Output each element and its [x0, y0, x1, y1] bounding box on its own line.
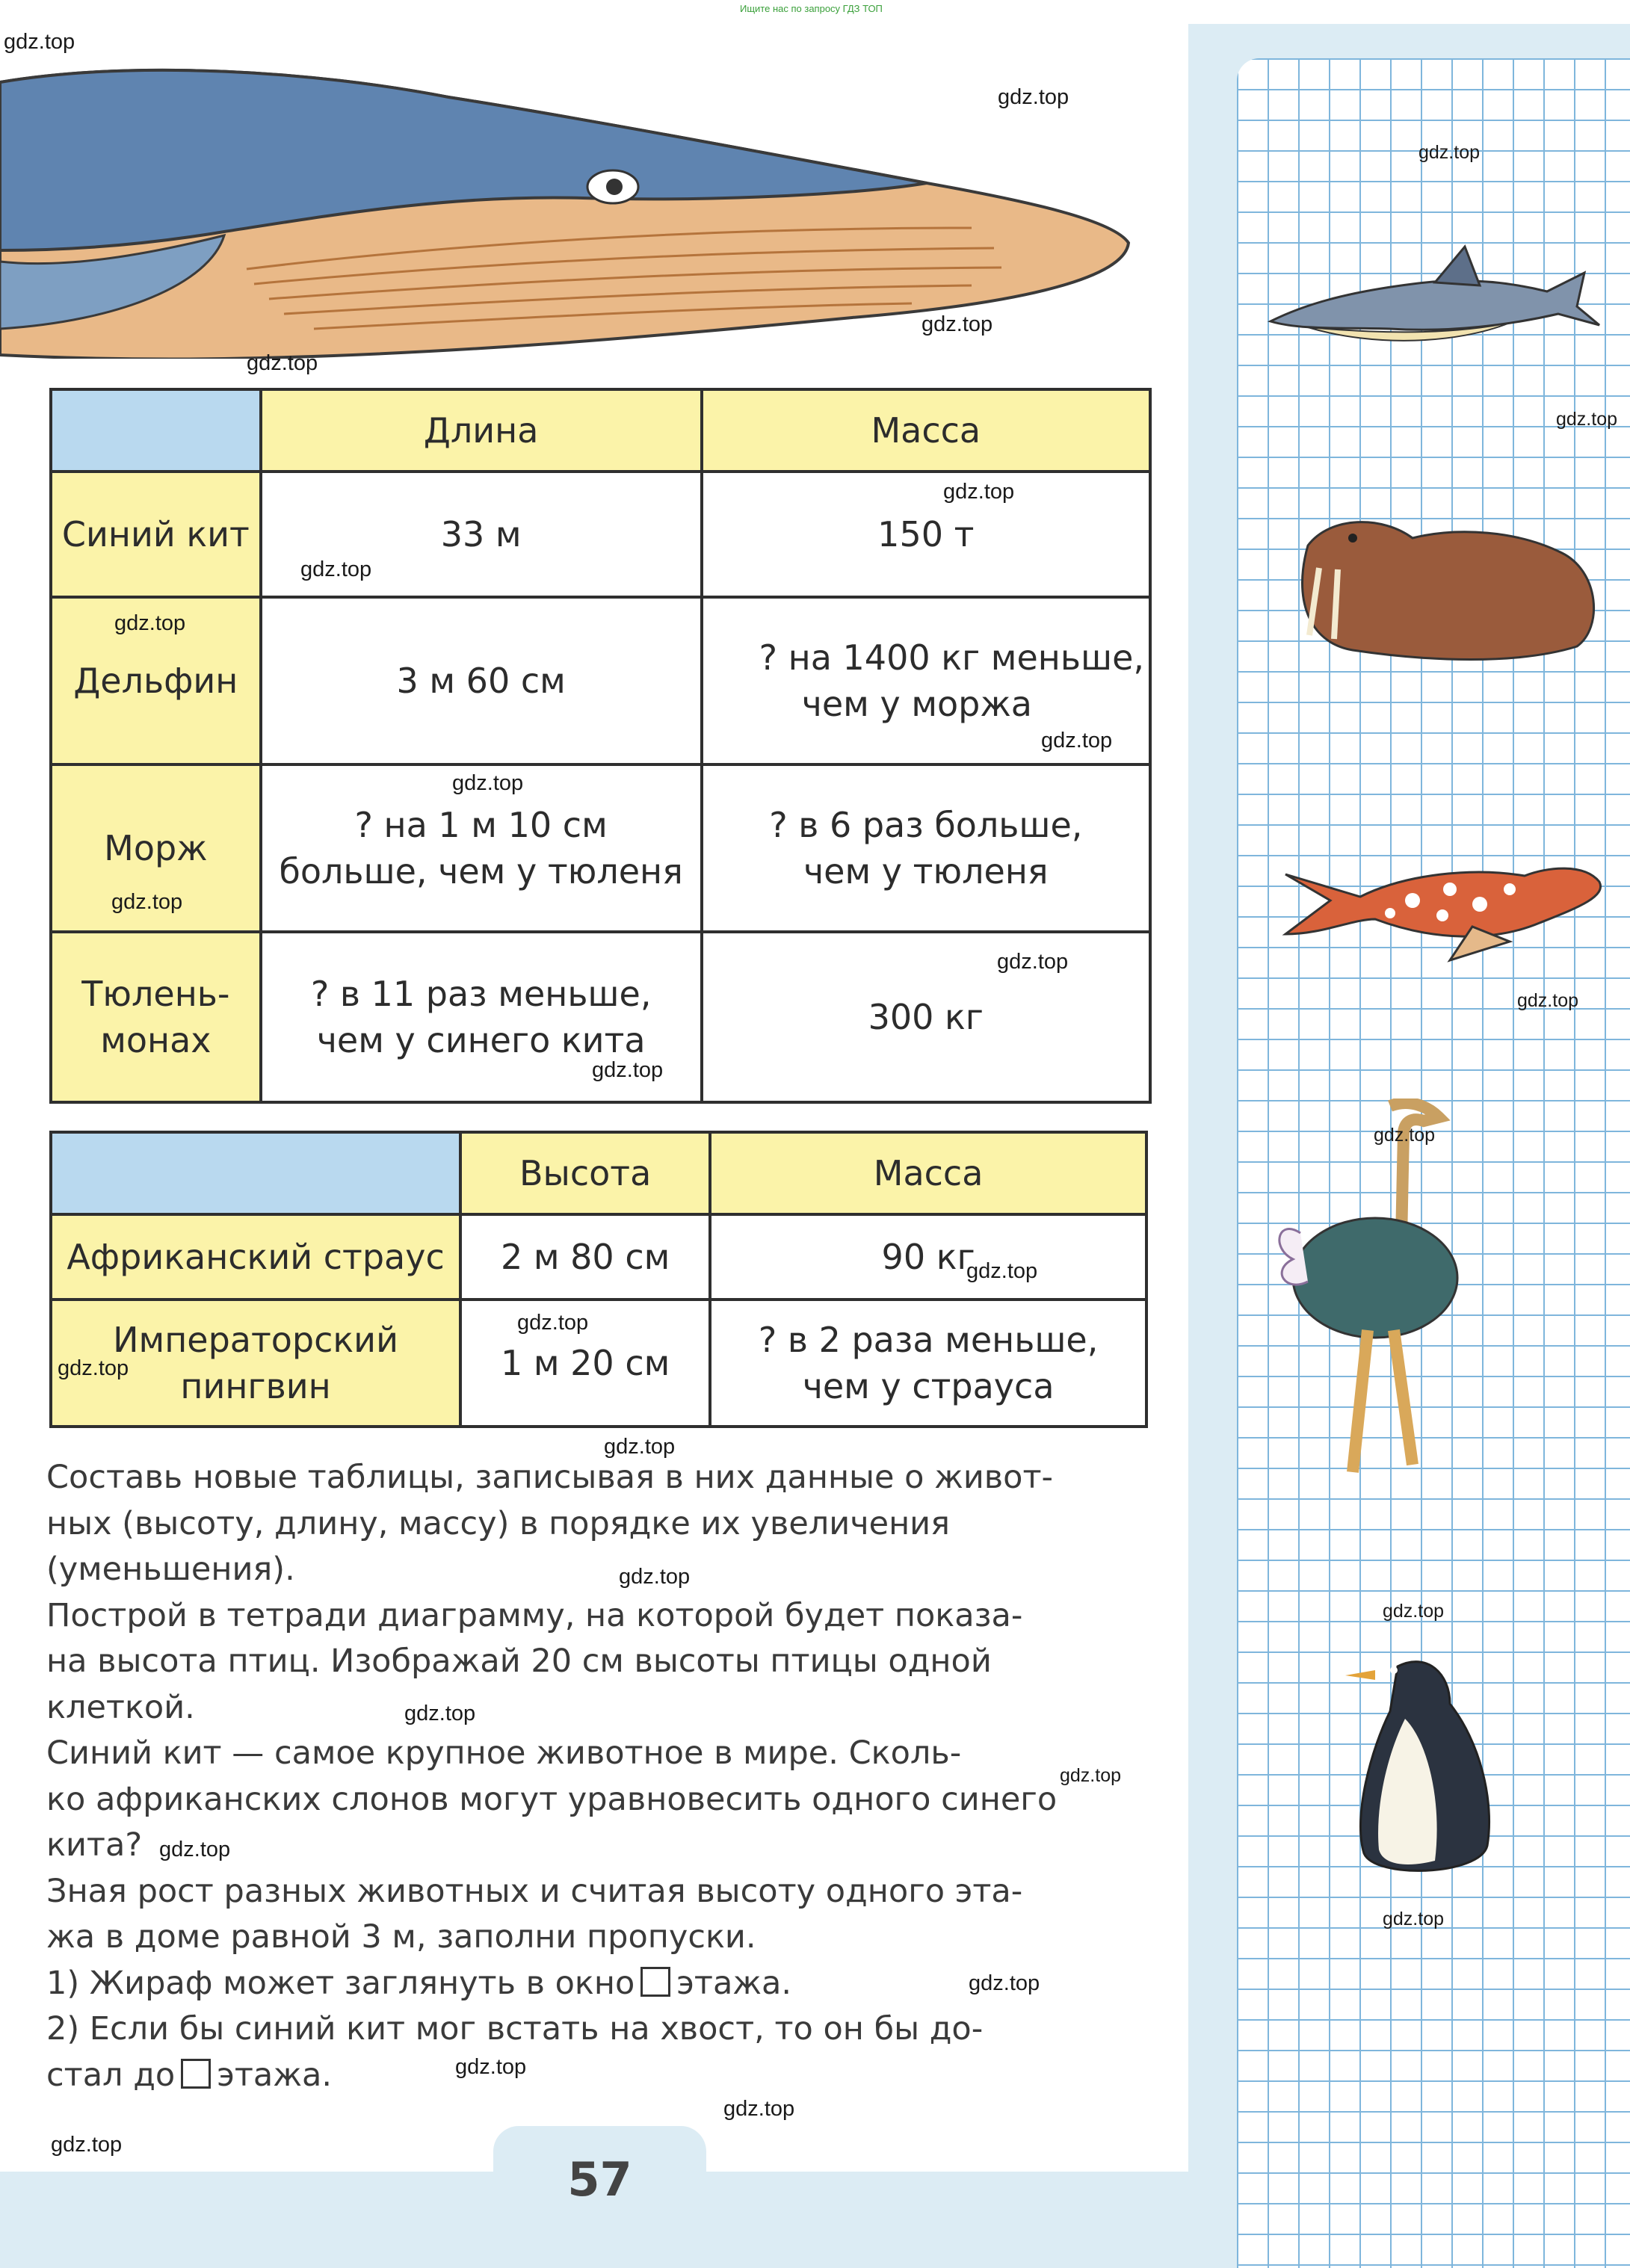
- cell-whale-length: 33 м: [261, 472, 702, 597]
- cell-line: ? в 6 раз больше,: [769, 804, 1083, 845]
- watermark: gdz.top: [997, 950, 1069, 974]
- header-note: Ищите нас по запросу ГДЗ ТОП: [740, 3, 883, 14]
- row-header-blue-whale: Синий кит: [51, 472, 261, 597]
- cell-line: чем у моржа: [801, 684, 1032, 724]
- question-1-end: этажа.: [676, 1964, 792, 2002]
- question-2-end: этажа.: [217, 2056, 332, 2094]
- watermark: gdz.top: [159, 1838, 231, 1861]
- watermark: gdz.top: [998, 85, 1069, 109]
- cell-line: больше, чем у тюленя: [279, 851, 683, 892]
- cell-line: ? на 1 м 10 см: [354, 804, 608, 845]
- task-line: клеткой.: [46, 1688, 195, 1726]
- blue-whale-illustration: [0, 45, 1136, 359]
- monk-seal-illustration: [1271, 829, 1614, 971]
- watermark: gdz.top: [114, 611, 186, 635]
- cell-line: монах: [100, 1020, 212, 1060]
- task-line: ко африканских слонов могут уравновесить одного синего: [46, 1780, 1058, 1818]
- watermark: gdz.top: [4, 30, 75, 54]
- ostrich-illustration: [1271, 1099, 1525, 1487]
- watermark: gdz.top: [966, 1259, 1038, 1283]
- watermark: gdz.top: [1517, 990, 1579, 1011]
- cell-ostrich-mass: 90 кг: [710, 1214, 1146, 1300]
- watermark: gdz.top: [921, 312, 993, 336]
- cell-line: чем у страуса: [802, 1366, 1055, 1406]
- question-2-start: стал до: [46, 2056, 176, 2094]
- task-line: ных (высоту, длину, массу) в порядке их увеличения: [46, 1504, 950, 1542]
- cell-penguin-height: 1 м 20 см: [460, 1300, 710, 1427]
- task-text: [46, 1455, 1145, 2098]
- cell-line: Императорский: [113, 1319, 398, 1360]
- column-header-height: Высота: [460, 1132, 710, 1214]
- answer-box-1[interactable]: [640, 1967, 670, 1997]
- task-line: кита?: [46, 1826, 143, 1864]
- row-header-ostrich: Африканский страус: [51, 1214, 460, 1300]
- question-2: [46, 2053, 1145, 2099]
- cell-line: Тюлень-: [81, 973, 230, 1014]
- question-1-start: 1) Жираф может заглянуть в окно: [46, 1964, 635, 2002]
- cell-line: чем у тюленя: [803, 851, 1049, 892]
- watermark: gdz.top: [300, 557, 372, 581]
- task-line: на высота птиц. Изображай 20 см высоты птицы одной: [46, 1643, 992, 1680]
- task-line: Синий кит — самое крупное животное в мире. Сколь-: [46, 1734, 962, 1772]
- watermark: gdz.top: [111, 890, 183, 914]
- watermark: gdz.top: [455, 2055, 527, 2079]
- watermark: gdz.top: [604, 1435, 676, 1459]
- column-header-mass: Масса: [710, 1132, 1146, 1214]
- watermark: gdz.top: [1041, 729, 1113, 753]
- walrus-illustration: [1263, 486, 1607, 673]
- column-header-length: Длина: [261, 389, 702, 472]
- row-header-walrus: Морж: [51, 764, 261, 932]
- watermark: gdz.top: [1383, 1601, 1445, 1622]
- cell-ostrich-height: 2 м 80 см: [460, 1214, 710, 1300]
- watermark: gdz.top: [1060, 1765, 1122, 1786]
- task-line: Составь новые таблицы, записывая в них данные о живот-: [46, 1459, 1054, 1496]
- cell-whale-mass: 150 т: [702, 472, 1150, 597]
- cell-line: ? на 1400 кг меньше,: [759, 637, 1144, 678]
- cell-dolphin-length: 3 м 60 см: [261, 597, 702, 764]
- watermark: gdz.top: [1556, 409, 1618, 430]
- task-line: Построй в тетради диаграмму, на которой будет показа-: [46, 1596, 1023, 1634]
- task-line: жа в доме равной 3 м, заполни пропуски.: [46, 1918, 756, 1956]
- penguin-illustration: [1345, 1651, 1510, 1891]
- dolphin-illustration: [1263, 239, 1607, 351]
- watermark: gdz.top: [969, 1971, 1040, 1995]
- task-line: Зная рост разных животных и считая высоту одного эта-: [46, 1872, 1023, 1910]
- watermark: gdz.top: [1418, 142, 1481, 163]
- watermark: gdz.top: [1383, 1909, 1445, 1929]
- column-header-mass: Масса: [702, 389, 1150, 472]
- watermark: gdz.top: [619, 1565, 691, 1589]
- task-line: 2) Если бы синий кит мог встать на хвост, то он бы до-: [46, 2010, 984, 2048]
- watermark: gdz.top: [1374, 1125, 1436, 1146]
- watermark: gdz.top: [247, 351, 318, 375]
- cell-line: ? в 2 раза меньше,: [758, 1319, 1099, 1360]
- watermark: gdz.top: [58, 1356, 129, 1380]
- task-line: (уменьшения).: [46, 1551, 295, 1588]
- watermark: gdz.top: [592, 1058, 664, 1082]
- cell-line: чем у синего кита: [316, 1020, 646, 1060]
- cell-penguin-mass: [710, 1300, 1146, 1427]
- watermark: gdz.top: [51, 2133, 123, 2157]
- table-corner-cell: [51, 1132, 460, 1214]
- watermark: gdz.top: [943, 480, 1015, 504]
- row-header-monk-seal: [51, 932, 261, 1102]
- table-corner-cell: [51, 389, 261, 472]
- row-header-dolphin: Дельфин: [51, 597, 261, 764]
- cell-seal-mass: 300 кг: [702, 932, 1150, 1102]
- page-number: 57: [567, 2152, 632, 2207]
- cell-line: ? в 11 раз меньше,: [310, 973, 652, 1014]
- watermark: gdz.top: [723, 2097, 795, 2121]
- cell-line: пингвин: [180, 1366, 331, 1406]
- answer-box-2[interactable]: [181, 2059, 211, 2089]
- cell-walrus-mass: [702, 764, 1150, 932]
- watermark: gdz.top: [517, 1311, 589, 1335]
- watermark: gdz.top: [404, 1702, 476, 1725]
- watermark: gdz.top: [452, 771, 524, 795]
